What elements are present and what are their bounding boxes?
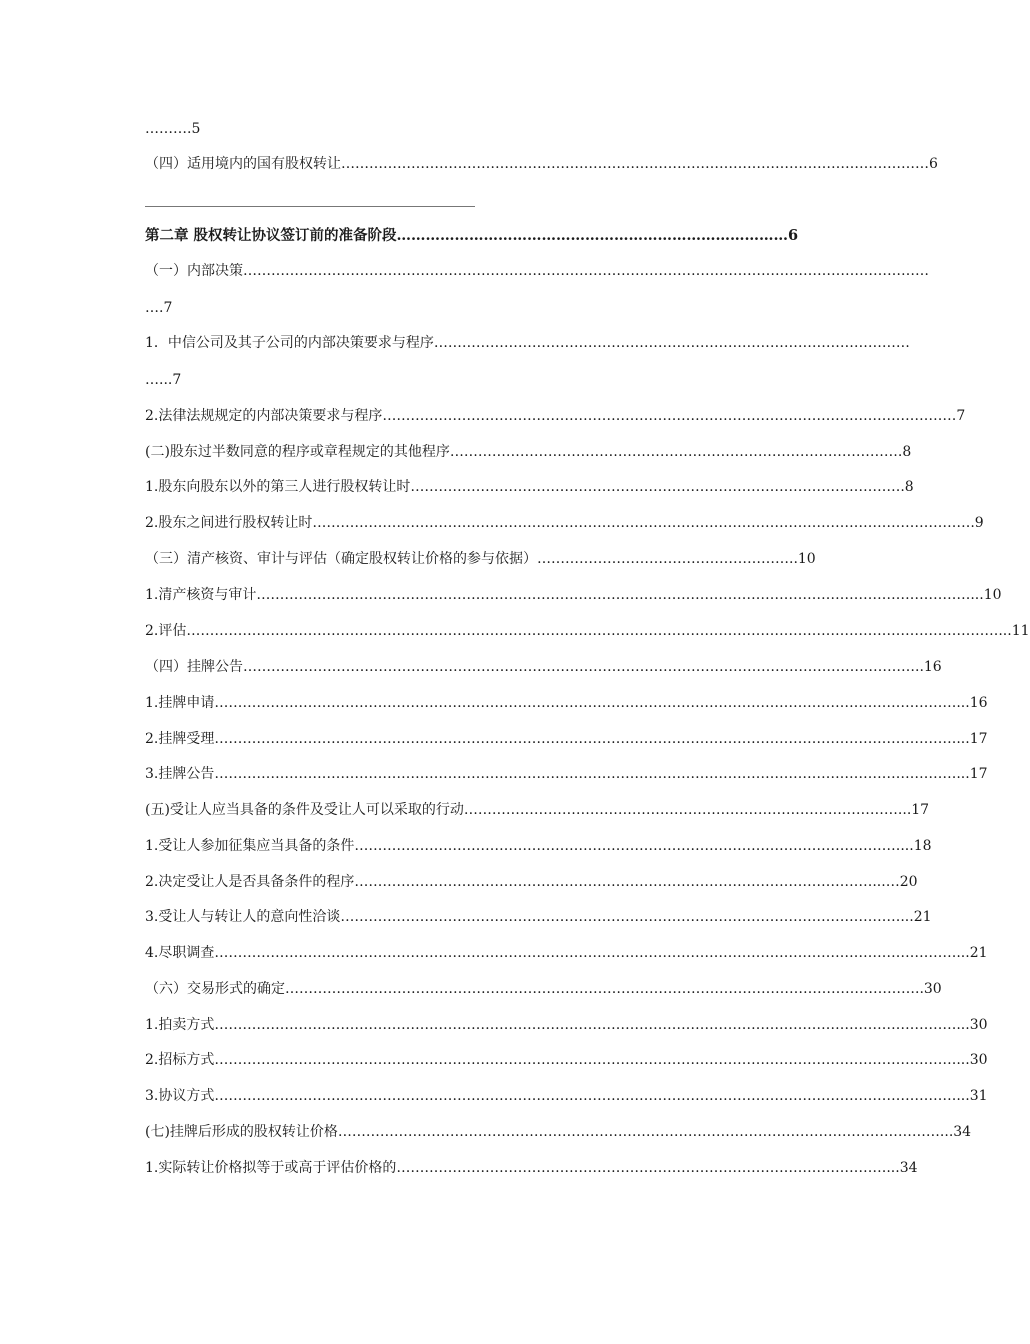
toc-entry: 2.评估…………………………………………………………………………………………………………………………………………………………...11 (145, 623, 1030, 639)
toc-entry: 1.清产核资与审计………………………………………………………………………………………………………………………………………...10 (145, 587, 1002, 603)
toc-line-continuation: ……….5 (145, 121, 201, 137)
toc-entry: (五)受让人应当具备的条件及受让人可以采取的行动…………………………………………………………………………………...17 (145, 802, 930, 818)
toc-line-continuation: …...7 (145, 372, 182, 388)
toc-entry: 1.股东向股东以外的第三人进行股权转让时…………………………………………………………………………………………….8 (145, 479, 914, 495)
toc-chapter-heading: 第二章 股权转让协议签订前的准备阶段………………………………………………………………………6 (145, 227, 799, 244)
toc-entry: （四）挂牌公告………………………………………………………………………………………………………………………………..16 (145, 659, 942, 675)
toc-entry: 1.实际转让价格拟等于或高于评估价格的……………………………………………………………………………………………...34 (145, 1160, 918, 1176)
toc-entry: (七)挂牌后形成的股权转让价格…………………………………………………………………………………………………………………...34 (145, 1124, 972, 1140)
toc-entry: 2.挂牌受理……………………………………………………………………………………………………………………………………………...17 (145, 731, 988, 747)
section-divider (145, 206, 475, 207)
toc-entry: 1.拍卖方式……………………………………………………………………………………………………………………………………………...30 (145, 1017, 988, 1033)
toc-entry: 3.受让人与转让人的意向性洽谈…………………………………………………………………………………………………………...21 (145, 909, 932, 925)
toc-entry: （四）适用境内的国有股权转让………………………………………………………………………………………………………………6 (145, 156, 938, 172)
toc-entry: 2.决定受让人是否具备条件的程序…………………………………………………………………………………………………...…20 (145, 874, 918, 890)
toc-line-continuation: ….7 (145, 300, 173, 316)
toc-entry: （一）内部决策………………………………………………………………………………………………………………………………… (145, 263, 929, 279)
toc-entry: 3.协议方式……………………………………………………………………………………………………………………………………………...31 (145, 1088, 988, 1104)
toc-entry: 1.挂牌申请……………………………………………………………………………………………………………………………………………...16 (145, 695, 988, 711)
toc-entry: 1.受让人参加征集应当具备的条件………………………………………………………………………………………………………...18 (145, 838, 932, 854)
toc-entry: （三）清产核资、审计与评估（确定股权转让价格的参与依据）………………………………………………..10 (145, 551, 816, 567)
toc-entry: 3.挂牌公告……………………………………………………………………………………………………………………………………………...17 (145, 766, 988, 782)
toc-entry: 1．中信公司及其子公司的内部决策要求与程序………………………………………………………………………………………… (145, 335, 910, 351)
toc-entry: 2.招标方式……………………………………………………………………………………………………………………………………………...30 (145, 1052, 988, 1068)
toc-entry: 4.尽职调查……………………………………………………………………………………………………………………………………………...21 (145, 945, 988, 961)
toc-entry: 2.法律法规规定的内部决策要求与程序……………………………………………………………………………………………………………7 (145, 408, 966, 424)
toc-entry: 2.股东之间进行股权转让时…………………………………………………………………………………………………………………………….9 (145, 515, 984, 531)
toc-entry: （六）交易形式的确定………………………………………………………………………………………………………………………..30 (145, 981, 942, 997)
toc-entry: (二)股东过半数同意的程序或章程规定的其他程序…………………………………………………………………………………….8 (145, 444, 912, 460)
